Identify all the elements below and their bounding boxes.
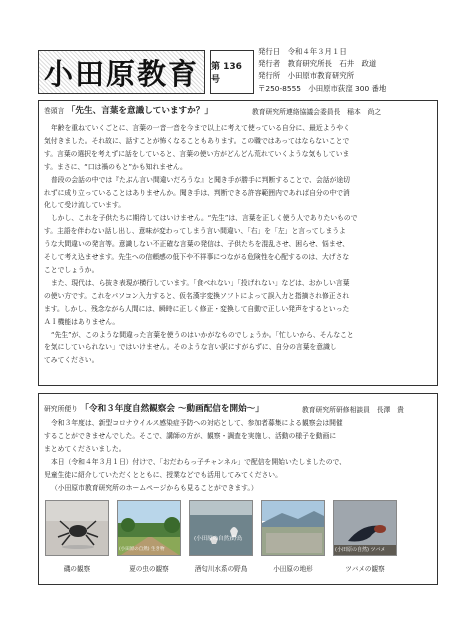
body-line: を気にしていられない」ではいけません。そのような言い訳にすがらずに、自分の言葉を意識し <box>44 343 337 352</box>
body-line: 本日（令和４年３月１日）付けで、「おだわらっ子チャンネル」で配信を開始いたしましたので、 <box>51 457 346 466</box>
photo-terrain <box>261 500 325 556</box>
body-line: ます。しかし、残念ながら人間には、瞬時に正しく修正・変換して自動で正しい発声をするといった <box>44 304 350 313</box>
photo-caption: 磯の観察 <box>63 565 91 573</box>
body-line: 気付きました。それ故に、話すことが怖くなることもあります。この職ではあってはならないことで <box>44 136 350 145</box>
photo-swallow <box>333 500 397 556</box>
body-line: うな大間違いの発言等。意識しない不正確な言葉の発信は、子供たちを混乱させ、困らせ、悩ませ、 <box>44 240 350 249</box>
photo-overlay-text: (小田原の自然)野鳥 <box>194 536 243 542</box>
publisher-row <box>258 58 386 70</box>
news-body <box>44 417 346 494</box>
foreword-author: 教育研究所連絡協議会委員長 稲本 尚之 <box>252 108 382 116</box>
issue-date: 令和４年３月１日 <box>287 47 347 56</box>
body-line: ことでしょうか。 <box>44 265 99 274</box>
photo-tidepool-crab <box>45 500 109 556</box>
masthead-title: 小田原教育 <box>44 57 200 91</box>
news-heading <box>44 402 264 414</box>
body-line: そして考え込ませます。先生への信頼感の低下や不祥事につながる危険性を心配するのは、大げさな <box>44 253 350 262</box>
address-row: 〒250-8555 小田原市荻窪 300 番地 <box>258 83 387 93</box>
body-line: す。言葉の選択を考えずに話をしていると、言葉の使い方がどんどん荒れていくような気もしていま <box>44 149 350 158</box>
photo-river-birds <box>189 500 253 556</box>
office-name: 小田原市教育研究所 <box>287 71 355 81</box>
body-line: まとめてくださいました。 <box>44 444 126 453</box>
publisher-name: 教育研究所長 石井 政道 <box>287 59 377 69</box>
body-line: “先生”が、このような間違った言葉を使うのはいかがなものでしょうか。「忙しいから、そんなこと <box>51 330 354 339</box>
photo-caption: 夏の虫の観察 <box>129 565 169 573</box>
body-line: 令和３年度は、新型コロナウイルス感染症予防への対応として、参加者募集による観察会は開催 <box>51 419 343 427</box>
body-line: 普段の会話の中では『たぶん言い間違いだろうな』と聞き手が勝手に判断することで、会話が途切 <box>51 175 350 184</box>
body-line: れずに成り立っていることはありませんか。聞き手は、判断できる許容範囲内であれば自分の中で消 <box>44 188 350 197</box>
photo-caption: 小田原の地形 <box>273 565 313 573</box>
foreword-kicker: 巻頭言 <box>44 107 65 115</box>
body-line: ＡＩ機能はありません。 <box>44 317 120 326</box>
cityscape-image <box>262 501 325 556</box>
body-line: することができませんでした。そこで、講師の方が、観察・調査を実施し、活動の様子を動画に <box>44 431 337 440</box>
office-row <box>258 70 386 82</box>
photo-overlay-text: (小田原の自然) ツバメ <box>335 547 386 553</box>
news-kicker: 研究所便り <box>44 405 78 413</box>
body-line: また、現代は、ら抜き表現が横行しています。「食べれない」「投げれない」などは、おかしい言葉 <box>51 278 350 287</box>
river-image <box>190 501 253 556</box>
body-line: 年齢を重ねていくごとに、言葉の一音一音を今まで以上に考えて使っている自分に、最近ようやく <box>51 124 350 132</box>
news-author: 教育研究所研修相談員 長澤 貴 <box>302 406 404 414</box>
photo-caption: ツバメの観察 <box>345 565 385 573</box>
foreword-title: 「先生、言葉を意識していますか？」 <box>66 106 213 116</box>
body-line: （小田原市教育研究所のホームページからも見ることができます。） <box>51 483 258 492</box>
foreword-body <box>44 122 358 367</box>
news-title: 「令和３年度自然観察会 ～動画配信を開始～」 <box>80 404 264 414</box>
body-line: 児童生徒に紹介していただくとともに、授業などでも活用してみてください。 <box>44 470 282 479</box>
body-line: てみてください。 <box>44 356 99 365</box>
office-label: 発行所 <box>258 71 281 81</box>
body-line: の使い方です。これをパソコン入力すると、仮名漢字変換ソフトによって誤入力と指摘され修正され <box>44 291 350 300</box>
date-label: 発行日 <box>258 47 281 56</box>
crab-image <box>46 501 109 556</box>
photo-overlay-text: (小田原の自然) 生き物 <box>119 547 165 552</box>
body-line: す。主語を伴わない話し出し、意味が変わってしまう言い間違い、「右」を「左」と言ってしまうよ <box>44 227 346 236</box>
body-line: す。まさに、“口は禍のもと”かも知れません。 <box>44 162 187 171</box>
issue-number: 第 136 号 <box>210 50 254 94</box>
photo-caption: 酒匂川水系の野鳥 <box>194 565 248 573</box>
foreword-heading <box>44 104 213 116</box>
publication-info <box>258 46 386 95</box>
body-line: しかし、これを子供たちに期待してはいけません。“先生”は、言葉を正しく使う人でありたいもので <box>51 214 358 223</box>
body-line: 化して受け流しています。 <box>44 201 126 210</box>
photo-summer-insects <box>117 500 181 556</box>
publication-date-row <box>258 46 386 58</box>
publisher-label: 発行者 <box>258 59 281 69</box>
